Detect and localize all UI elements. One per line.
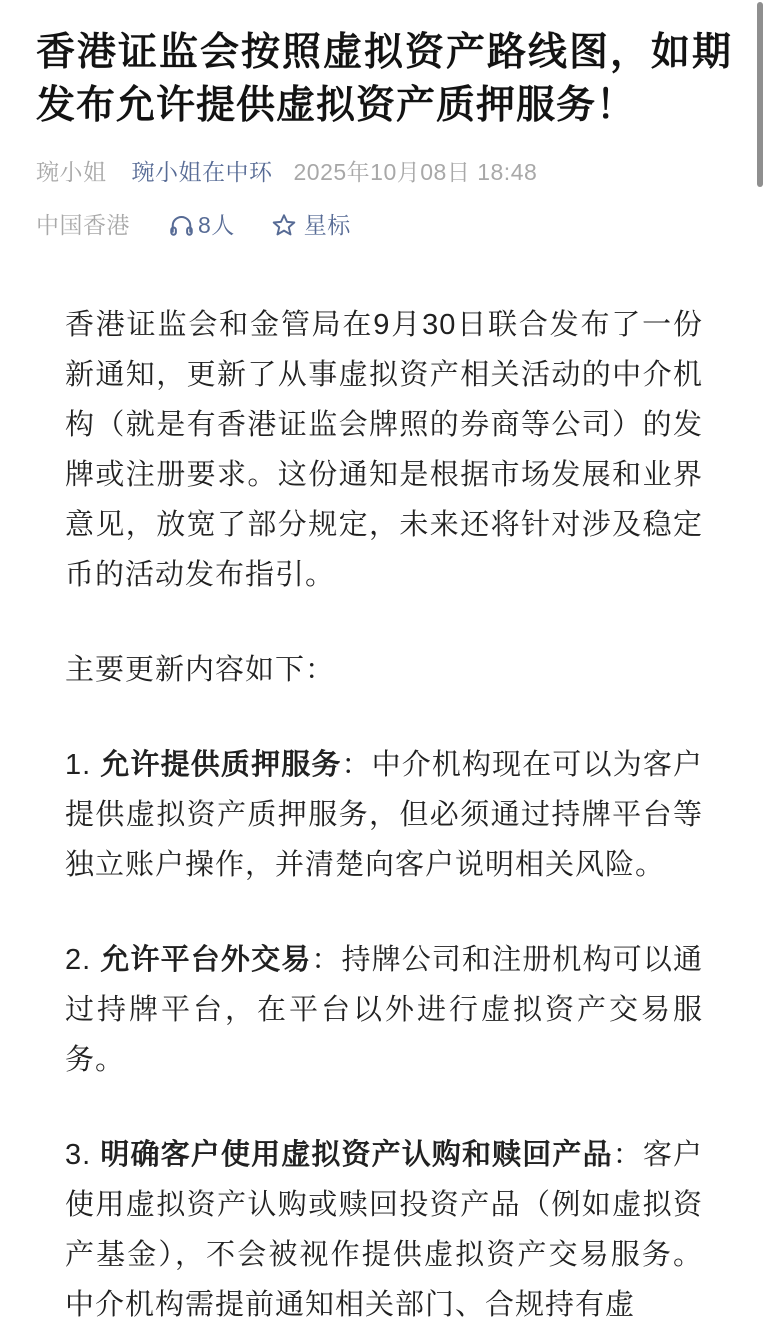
listeners-count: 8人 xyxy=(198,212,235,238)
paragraph xyxy=(65,300,703,600)
text-segment: ：客户使用虚拟资产认购或赎回投资产品（例如虚拟资产基金），不会被视作提供虚拟资产交易服务。中介机构需提前通知相关部门、合规持有虚 xyxy=(65,1139,703,1321)
text-segment: ：中介机构现在可以为客户提供虚拟资产质押服务，但必须通过持牌平台等独立账户操作，并清楚向客户说明相关风险。 xyxy=(65,749,703,881)
publish-datetime: 2025年10月08日 18:48 xyxy=(293,159,538,185)
article-body xyxy=(36,300,732,1322)
paragraph xyxy=(65,935,703,1085)
account-link[interactable]: 琬小姐在中环 xyxy=(131,159,273,185)
text-segment: 香港证监会和金管局在9月30日联合发布了一份新通知，更新了从事虚拟资产相关活动的中介机构（就是有香港证监会牌照的券商等公司）的发牌或注册要求。这份通知是根据市场发展和业界意见，放宽了部分规定，未来还将针对涉及稳定币的活动发布指引。 xyxy=(65,309,703,591)
bold-text-segment: 允许提供质押服务 xyxy=(100,749,342,781)
star-button[interactable] xyxy=(271,210,351,240)
text-segment: ：持牌公司和注册机构可以通过持牌平台，在平台以外进行虚拟资产交易服务。 xyxy=(65,944,703,1076)
text-segment: 2. xyxy=(65,944,101,976)
location-label: 中国香港 xyxy=(36,212,130,238)
byline-row xyxy=(36,157,732,187)
article-title: 香港证监会按照虚拟资产路线图，如期发布允许提供虚拟资产质押服务！ xyxy=(36,31,732,127)
paragraph xyxy=(65,1130,703,1322)
text-segment: 1. xyxy=(65,749,101,781)
listeners-button[interactable] xyxy=(168,210,235,240)
scrollbar-thumb[interactable] xyxy=(757,2,763,187)
bold-text-segment: 明确客户使用虚拟资产认购和赎回产品 xyxy=(100,1139,613,1171)
paragraph xyxy=(65,740,703,890)
paragraph xyxy=(65,645,703,695)
text-segment: 3. xyxy=(65,1139,101,1171)
star-label: 星标 xyxy=(303,212,351,238)
meta-row xyxy=(36,210,732,240)
author-name: 琬小姐 xyxy=(36,159,107,185)
star-icon xyxy=(271,212,297,238)
headphones-icon xyxy=(168,212,195,239)
text-segment: 主要更新内容如下： xyxy=(65,654,336,686)
bold-text-segment: 允许平台外交易 xyxy=(100,944,312,976)
